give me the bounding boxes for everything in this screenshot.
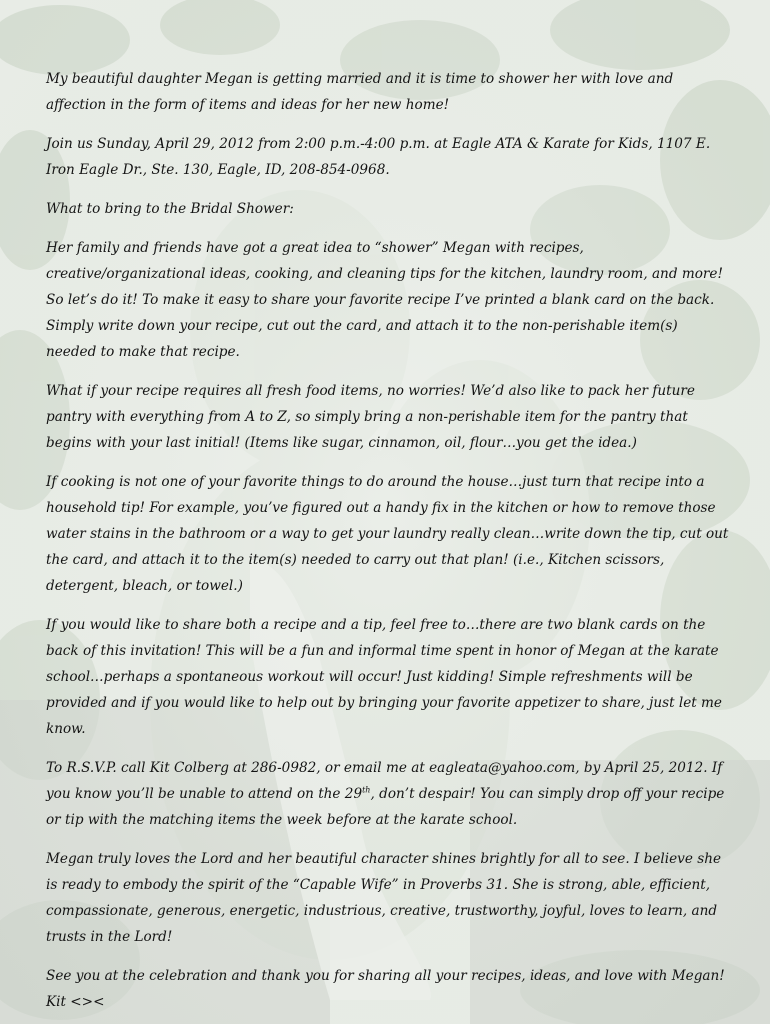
signature: Kit <><	[46, 994, 105, 1010]
what-to-bring-heading: What to bring to the Bridal Shower:	[46, 201, 294, 217]
household-tip-paragraph: If cooking is not one of your favorite things to do around the house…just turn that recipe into a household tip! For example, you’ve figured out a handy fix in the kitchen or how to remove those water stains in the bathroom or a way to get your laundry really clean…write down the tip, cut out the card, and attach it to the item(s) needed to carry out that plan! (i.e., Kitchen scissors, detergent, bleach, or towel.)	[46, 474, 729, 594]
recipe-and-tip-paragraph: If you would like to share both a recipe and a tip, feel free to…there are two blank cards on the back of this invitation! This will be a fun and informal time spent in honor of Megan at the karate school…perhaps a spontaneous workout will occur! Just kidding! Simple refreshments will be provided and if you would like to help out by bringing your favorite appetizer to share, just let me know.	[46, 617, 722, 737]
rsvp-ordinal-suffix: th	[362, 785, 371, 795]
about-megan-paragraph: Megan truly loves the Lord and her beautiful character shines brightly for all to see. I believe she is ready to embody the spirit of the “Capable Wife” in Proverbs 31. She is strong, able, efficient, compassionate, generous, energetic, industrious, creative, trustworthy, joyful, loves to learn, and trusts in the Lord!	[46, 851, 721, 945]
rsvp-paragraph	[46, 755, 730, 833]
closing-line: See you at the celebration and thank you for sharing all your recipes, ideas, and love with Megan!	[46, 968, 725, 984]
invitation-text	[46, 66, 730, 1015]
intro-paragraph: My beautiful daughter Megan is getting married and it is time to shower her with love and affection in the form of items and ideas for her new home!	[46, 71, 674, 113]
recipe-idea-paragraph: Her family and friends have got a great idea to “shower” Megan with recipes, creative/organizational ideas, cooking, and cleaning tips for the kitchen, laundry room, and more! So let’s do it! To make it easy to share your favorite recipe I’ve printed a blank card on the back. Simply write down your recipe, cut out the card, and attach it to the non-perishable item(s) needed to make that recipe.	[46, 240, 723, 360]
rsvp-text-end: , don’t despair! You can simply drop off your recipe or tip with the matching items the week before at the karate school.	[46, 786, 725, 828]
pantry-paragraph: What if your recipe requires all fresh food items, no worries! We’d also like to pack her future pantry with everything from A to Z, so simply bring a non-perishable item for the pantry that begins with your last initial! (Items like sugar, cinnamon, oil, flour…you get the idea.)	[46, 383, 695, 451]
rsvp-text-start: To R.S.V.P. call Kit Colberg at 286-0982, or email me at eagleata@yahoo.com, by April 25, 2012. If you know you’ll be unable to attend on the 29	[46, 760, 723, 802]
event-details-paragraph: Join us Sunday, April 29, 2012 from 2:00 p.m.-4:00 p.m. at Eagle ATA & Karate for Kids, 1107 E. Iron Eagle Dr., Ste. 130, Eagle, ID, 208-854-0968.	[46, 136, 711, 178]
